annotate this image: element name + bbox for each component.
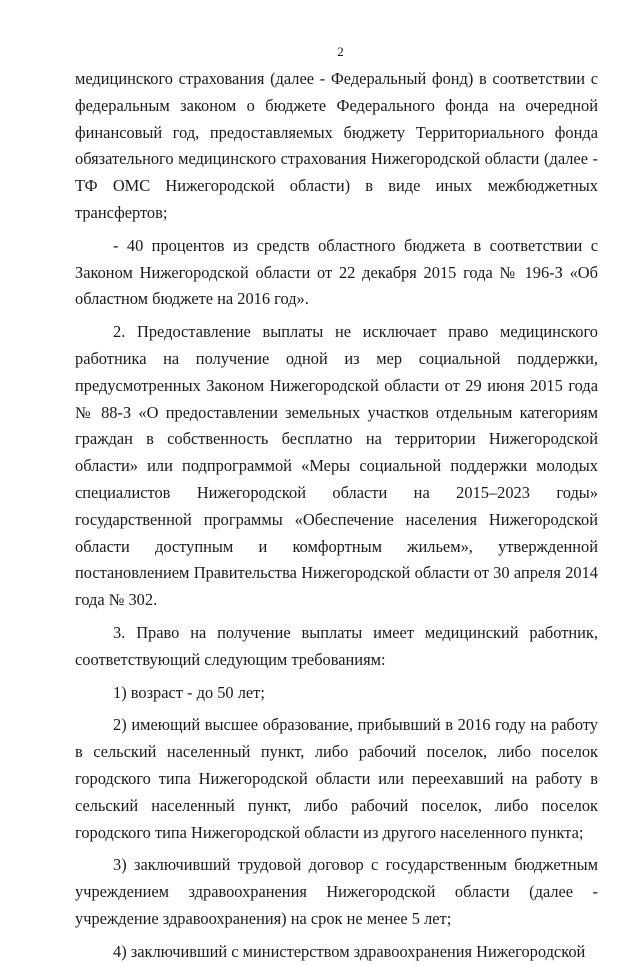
paragraph-item-4: 4) заключивший с министерством здравоохранения Нижегородской	[113, 941, 586, 961]
page-number: 2	[337, 44, 344, 59]
paragraph-item-3: 3) заключивший трудовой договор с государственным бюджетным учреждением здравоохранения Нижегородской области (далее - учреждение здравоохранения) на срок не менее 5 лет;	[75, 855, 598, 928]
paragraph-continuation: медицинского страхования (далее - Федеральный фонд) в соответствии с федеральным законом о бюджете Федерального фонда на очередной финансовый год, предоставляемых бюджету Территориального фонда обязательного медицинского страхования Нижегородской области (далее - ТФ ОМС Нижегородской области) в виде иных межбюджетных трансфертов;	[75, 69, 598, 222]
paragraph-section-3: 3. Право на получение выплаты имеет медицинский работник, соответствующий следующим требованиям:	[75, 622, 598, 669]
paragraph-regional-budget: - 40 процентов из средств областного бюджета в соответствии с Законом Нижегородской области от 22 декабря 2015 года № 196-З «Об областном бюджете на 2016 год».	[75, 235, 598, 309]
paragraph-item-2: 2) имеющий высшее образование, прибывший в 2016 году на работу в сельский населенный пункт, либо рабочий поселок, либо поселок городского типа Нижегородской области или переехавший на работу в сельский населенный пункт, либо рабочий поселок, либо поселок городского типа Нижегородской области из другого населенного пункта;	[75, 715, 598, 842]
paragraph-section-2: 2. Предоставление выплаты не исключает право медицинского работника на получение одной из мер социальной поддержки, предусмотренных Законом Нижегородской области от 29 июня 2015 года № 88-З «О предоставлении земельных участков отдельным категориям граждан в собственность бесплатно на территории Нижегородской области» или подпрограммой «Меры социальной поддержки молодых специалистов Нижегородской области на 2015–2023 годы» государственной программы «Обеспечение населения Нижегородской области доступным и комфортным жильем», утвержденной постановлением Правительства Нижегородской области от 30 апреля 2014 года № 302.	[75, 322, 598, 610]
paragraph-item-1: 1) возраст - до 50 лет;	[113, 682, 265, 702]
